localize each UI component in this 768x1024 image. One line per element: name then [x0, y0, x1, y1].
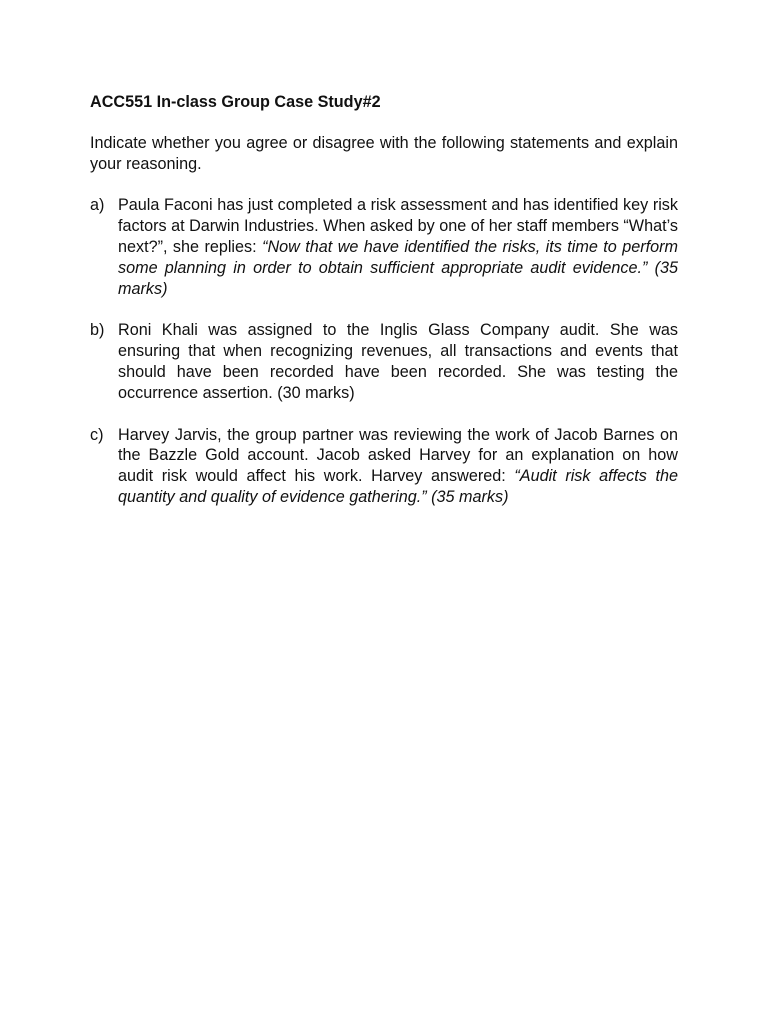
list-item-text [118, 195, 678, 299]
quoted-statement: “Audit risk affects the quantity and quality of evidence gathering.” (35 marks) [118, 467, 678, 506]
instructions-paragraph: Indicate whether you agree or disagree with the following statements and explain your reasoning. [90, 133, 678, 173]
list-marker: b) [90, 321, 105, 340]
list-item-text [118, 425, 678, 508]
list-item-text [118, 320, 678, 403]
document-page [90, 92, 678, 529]
statement-text: Roni Khali was assigned to the Inglis Glass Company audit. She was ensuring that when recognizing revenues, all transactions and events that should have been recorded have been recorded. She was testing the occurrence assertion. (30 marks) [118, 321, 678, 402]
statement-text: Harvey Jarvis, the group partner was reviewing the work of Jacob Barnes on the Bazzle Gold account. Jacob asked Harvey for an explanation on how audit risk would affect his work. Harvey answered: [118, 425, 678, 486]
list-item-a [90, 195, 678, 299]
list-marker: a) [90, 196, 105, 215]
quoted-statement: “Now that we have identified the risks, its time to perform some planning in order to obtain sufficient appropriate audit evidence.” (35 marks) [118, 237, 679, 298]
list-marker: c) [90, 425, 104, 444]
statement-text: Paula Faconi has just completed a risk assessment and has identified key risk factors at Darwin Industries. When asked by one of her staff members “What’s next?”, she replies: [118, 196, 678, 256]
list-item-b [90, 320, 678, 403]
document-title: ACC551 In-class Group Case Study#2 [90, 93, 381, 111]
list-item-c [90, 425, 678, 508]
